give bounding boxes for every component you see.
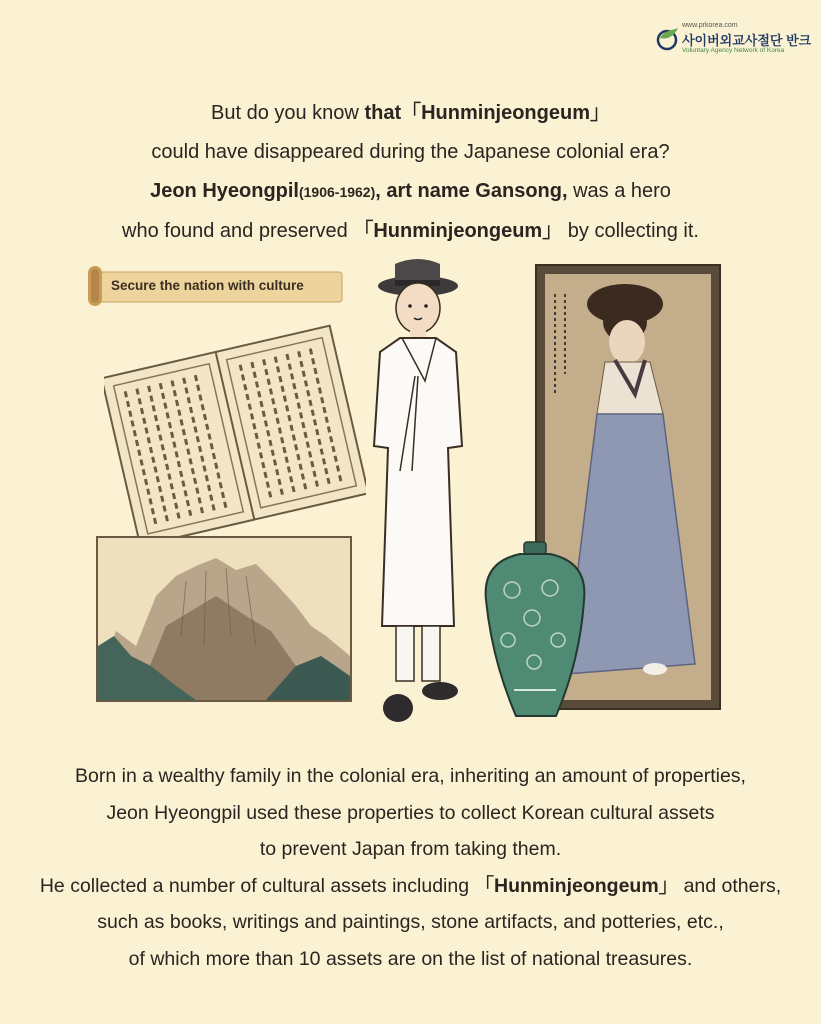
logo-url: www.prkorea.com bbox=[682, 22, 738, 29]
vank-logo bbox=[654, 22, 812, 58]
intro-line-3: Jeon Hyeongpil(1906-1962), art name Gansong, was a hero bbox=[150, 180, 671, 202]
body-text bbox=[20, 758, 801, 977]
body-line-5: such as books, writings and paintings, stone artifacts, and potteries, etc., bbox=[97, 911, 724, 933]
body-line-2: Jeon Hyeongpil used these properties to collect Korean cultural assets bbox=[106, 801, 715, 824]
logo-english-name: Voluntary Agency Network of Korea bbox=[682, 47, 785, 54]
body-line-4: He collected a number of cultural assets including 「Hunminjeongeum」 and others, bbox=[39, 874, 782, 897]
celadon-vase-illustration bbox=[480, 540, 590, 722]
body-line-3: to prevent Japan from taking them. bbox=[259, 838, 562, 860]
scroll-banner bbox=[86, 264, 346, 308]
body-line-1: Born in a wealthy family in the colonial era, inheriting an amount of properties, bbox=[75, 765, 746, 787]
intro-line-2: could have disappeared during the Japanese colonial era? bbox=[151, 141, 670, 163]
jeon-hyeongpil-figure-illustration bbox=[330, 256, 480, 728]
intro-line-4: who found and preserved 「Hunminjeongeum」 by collecting it. bbox=[122, 220, 699, 242]
body-line-6: of which more than 10 assets are on the list of national treasures. bbox=[128, 947, 693, 970]
banner-label: Secure the nation with culture bbox=[111, 278, 304, 293]
intro-line-1: But do you know that「Hunminjeongeum」 bbox=[211, 102, 610, 124]
hunminjeongeum-book-illustration bbox=[104, 320, 366, 552]
mountain-painting-illustration bbox=[96, 536, 352, 702]
globe-leaf-icon bbox=[654, 26, 680, 52]
intro-text bbox=[60, 94, 761, 251]
logo-korean-name: 사이버외교사절단 반크 bbox=[682, 33, 812, 48]
